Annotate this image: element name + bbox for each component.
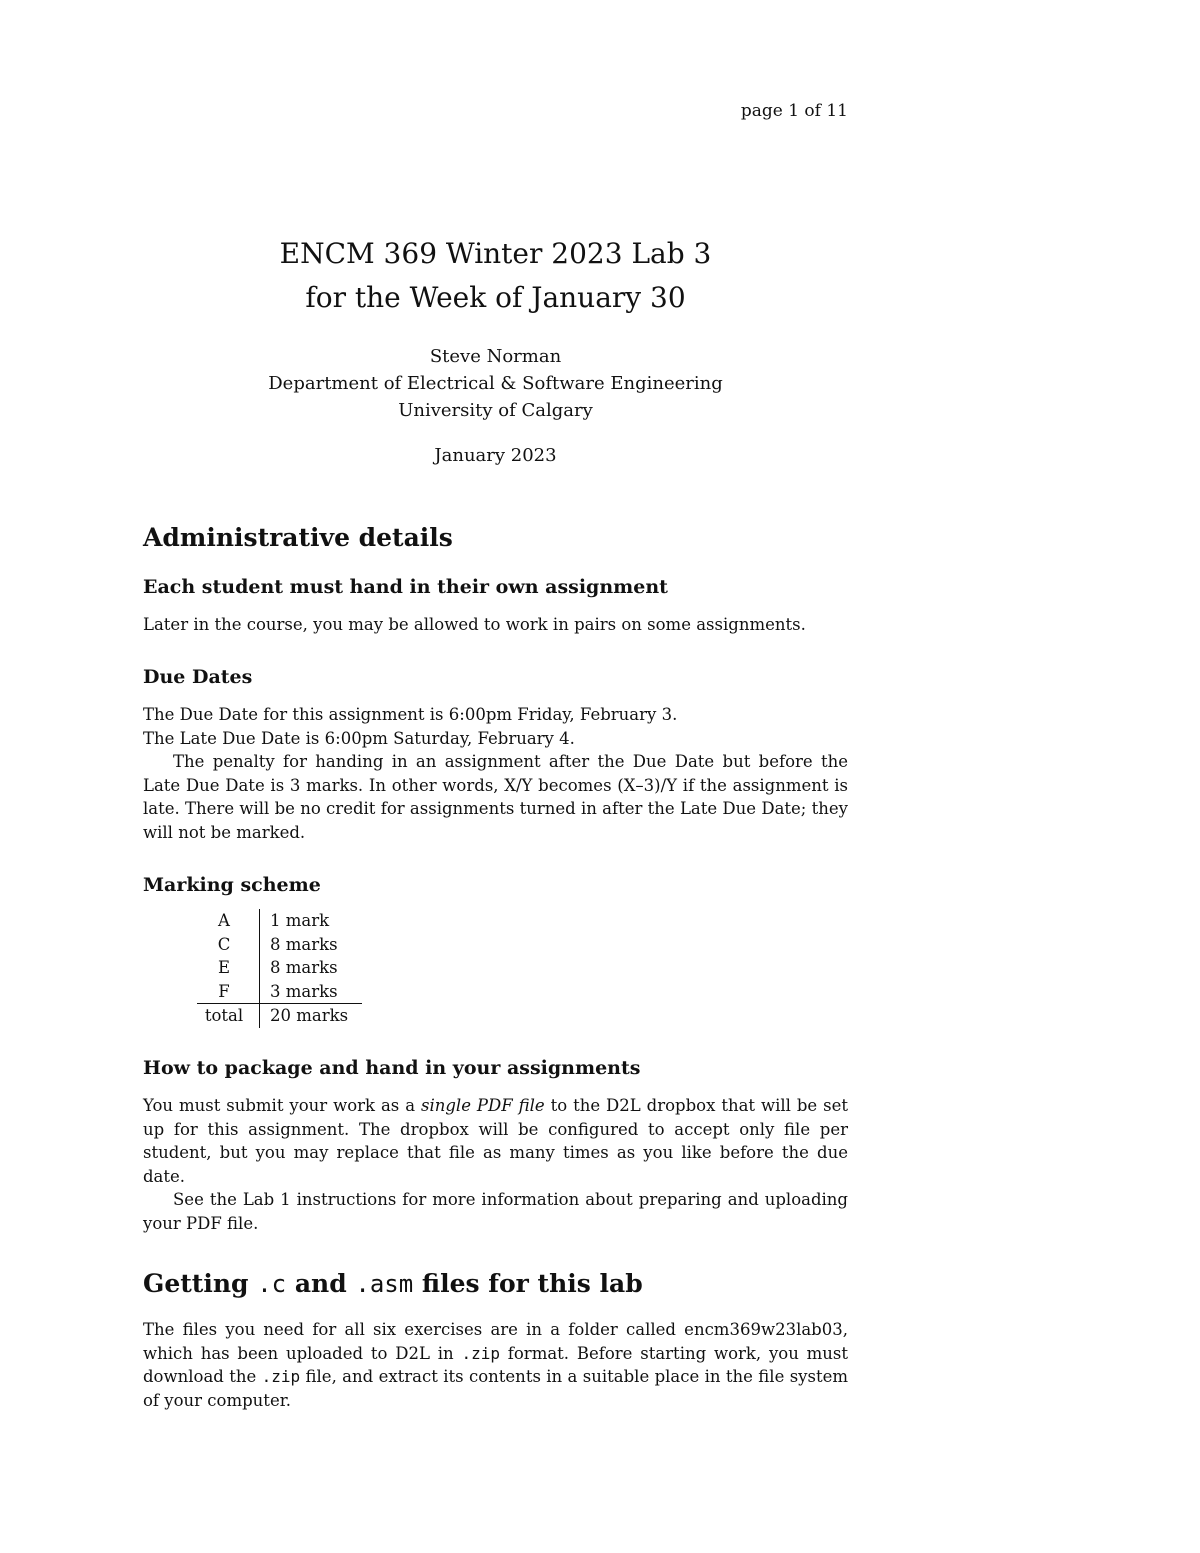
package-paragraph-1: [143, 1094, 848, 1188]
marking-total-row: [197, 1004, 362, 1028]
getting-files-p-end: file, and extract its contents in a suitable place in the file system of your computer.: [143, 1367, 848, 1410]
marking-part: A: [197, 909, 260, 933]
heading-part-1: Getting: [143, 1269, 258, 1298]
title-line-1: ENCM 369 Winter 2023 Lab 3: [279, 237, 712, 270]
getting-files-paragraph: [143, 1318, 848, 1412]
late-due-date-line: The Late Due Date is 6:00pm Saturday, February 4.: [143, 728, 575, 748]
subsection-heading-due-dates: Due Dates: [143, 666, 253, 688]
zip-file-mono: .zip: [261, 1367, 301, 1386]
marking-part: C: [197, 933, 260, 957]
zip-format-mono: .zip: [461, 1343, 500, 1363]
marking-scheme-table: [197, 909, 362, 1028]
marking-row: [197, 933, 362, 957]
package-text: [143, 1094, 848, 1235]
due-date-line: The Due Date for this assignment is 6:00pm Friday, February 3.: [143, 705, 678, 724]
marking-value: 1 mark: [270, 911, 330, 930]
author-name: Steve Norman: [429, 346, 562, 367]
page-number: page 1 of 11: [740, 101, 848, 121]
marking-row: [197, 909, 362, 933]
heading-part-3: files for this lab: [413, 1269, 643, 1298]
package-paragraph-2: See the Lab 1 instructions for more information about preparing and uploading your PDF file.: [143, 1190, 848, 1233]
document-title: [143, 232, 848, 320]
section-heading-getting-files: [143, 1268, 643, 1300]
subsection-heading-package: How to package and hand in your assignments: [143, 1057, 641, 1079]
package-p1-start: You must submit your work as a: [143, 1096, 421, 1115]
marking-total-label: total: [197, 1004, 260, 1028]
marking-row: [197, 956, 362, 980]
heading-mono-c: .c: [257, 1270, 287, 1298]
marking-value: 8 marks: [270, 958, 338, 977]
marking-value: 3 marks: [270, 981, 338, 1001]
author-block: [143, 343, 848, 424]
marking-part: F: [197, 980, 260, 1004]
getting-files-p-start: The files you need for all six exercises are in a folder called encm369w23lab03, which has been uploaded to D2L in: [143, 1320, 848, 1363]
subsection-heading-marking: Marking scheme: [143, 874, 321, 896]
own-assignment-paragraph: Later in the course, you may be allowed to work in pairs on some assignments.: [143, 615, 806, 634]
document-date: January 2023: [434, 445, 557, 466]
section-heading-admin: Administrative details: [143, 523, 453, 552]
marking-value: 8 marks: [270, 934, 338, 954]
marking-total-value: 20 marks: [260, 1004, 363, 1028]
getting-files-text: [143, 1318, 848, 1412]
due-dates-text: [143, 703, 848, 844]
getting-files-p-mid: format. Before starting work, you must download the: [143, 1343, 848, 1386]
package-p1-end: to the D2L dropbox that will be set up for this assignment. The dropbox will be configured to accept only file per student, but you may replace that file as many times as you like before the due date.: [143, 1096, 848, 1186]
own-assignment-text: [143, 613, 848, 637]
late-penalty-paragraph: The penalty for handing in an assignment after the Due Date but before the Late Due Date is 3 marks. In other words, X/Y becomes (X–3)/Y if the assignment is late. There will be no credit for assignments turned in after the Late Due Date; they will not be marked.: [143, 752, 848, 842]
title-line-2: for the Week of January 30: [305, 281, 686, 314]
marking-row: [197, 980, 362, 1004]
author-department: Department of Electrical & Software Engineering: [268, 373, 723, 394]
marking-part: E: [197, 956, 260, 980]
author-university: University of Calgary: [398, 400, 593, 421]
subsection-heading-own-assignment: Each student must hand in their own assignment: [143, 576, 668, 598]
heading-mono-asm: .asm: [355, 1270, 414, 1298]
heading-part-2: and: [286, 1269, 356, 1298]
package-p1-emphasis: single PDF file: [420, 1096, 545, 1115]
